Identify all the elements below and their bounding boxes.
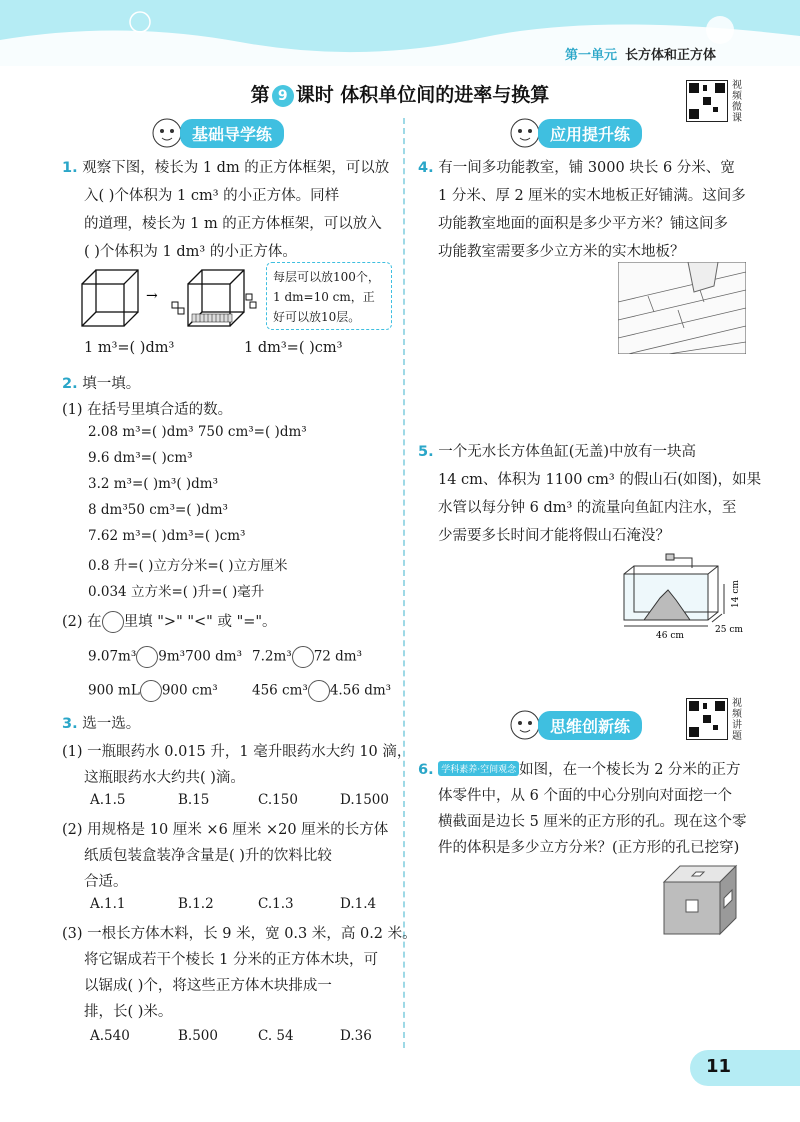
- q3-title: 选一选。: [82, 716, 141, 732]
- q3-p2-line: 合适。: [84, 874, 128, 890]
- compare-row: [88, 680, 218, 702]
- q3-p3-line: 将它锯成若干个棱长 1 分米的正方体木块，可: [84, 952, 378, 968]
- q1-line: [62, 156, 389, 177]
- mascot-icon: [508, 708, 542, 742]
- compare-right: 72 dm³: [313, 648, 363, 665]
- q3-option[interactable]: D.36: [340, 1028, 372, 1044]
- q3-p2-line: (2) 用规格是 10 厘米 ×6 厘米 ×20 厘米的长方体: [62, 822, 389, 838]
- q3-title-line: [62, 712, 140, 733]
- dim-height: 14 cm: [731, 580, 741, 608]
- compare-left: 9.07m³: [88, 648, 137, 665]
- q2-row: 3.2 m³=( )m³( )dm³: [88, 476, 219, 492]
- compare-circle: [102, 611, 124, 633]
- page-number: 11: [706, 1056, 732, 1077]
- qr-caption: 视频讲题: [732, 698, 742, 742]
- compare-row: [252, 680, 391, 702]
- hint-note: 每层可以放100个，1 dm=10 cm，正好可以放10层。: [266, 262, 392, 330]
- q3-option[interactable]: B.15: [178, 792, 210, 808]
- q3-option[interactable]: B.1.2: [178, 896, 214, 912]
- q3-option[interactable]: D.1.4: [340, 896, 377, 912]
- section-think-header: [508, 708, 642, 742]
- q1-number: 1.: [62, 160, 78, 176]
- q6-text: 如图，在一个棱长为 2 分米的正方: [519, 762, 741, 778]
- q1-conversion-1: 1 m³=( )dm³: [84, 340, 175, 356]
- q3-p3-line: 以锯成( )个，将这些正方体木块排成一: [84, 978, 332, 994]
- lesson-number-badge: 9: [272, 85, 294, 107]
- q3-option[interactable]: A.540: [90, 1028, 130, 1044]
- column-divider: [403, 118, 405, 1048]
- q2-part2: [62, 610, 277, 633]
- mascot-icon: [150, 116, 184, 150]
- hollow-cube-figure: [660, 862, 740, 938]
- q4-number: 4.: [418, 160, 434, 176]
- unit-name: 长方体和正方体: [624, 48, 716, 63]
- q5-text: 一个无水长方体鱼缸(无盖)中放有一块高: [438, 444, 697, 460]
- title-prefix: 第: [250, 84, 270, 106]
- section-think-label: 思维创新练: [538, 711, 642, 740]
- fish-tank-figure: [620, 548, 750, 640]
- compare-left: 900 mL: [88, 682, 140, 699]
- compare-row: [88, 646, 242, 668]
- q3-option[interactable]: C. 54: [258, 1028, 294, 1044]
- compare-right: 4.56 dm³: [329, 682, 392, 699]
- q6-line: 件的体积是多少立方分米？(正方形的孔已挖穿): [438, 840, 740, 856]
- title-text: 课时 体积单位间的进率与换算: [295, 84, 550, 106]
- q3-option[interactable]: C.150: [258, 792, 298, 808]
- q5-line: 14 cm、体积为 1100 cm³ 的假山石(如图)，如果: [438, 472, 762, 488]
- q2-row: 0.034 立方米=( )升=( )毫升: [88, 584, 265, 600]
- svg-text:→: →: [146, 288, 158, 304]
- unit-label: [565, 44, 716, 63]
- qr-caption: 视频微课: [732, 80, 742, 124]
- q3-p1-line: (1) 一瓶眼药水 0.015 升，1 毫升眼药水大约 10 滴，: [62, 744, 412, 760]
- section-basic-label: 基础导学练: [180, 119, 284, 148]
- q3-p1-line: 这瓶眼药水大约共( )滴。: [84, 770, 245, 786]
- q2-part2-a: (2) 在: [62, 614, 102, 630]
- q5-line: 水管以每分钟 6 dm³ 的流量向鱼缸内注水，至: [438, 500, 737, 516]
- compare-row: [252, 646, 362, 668]
- q2-row: 7.62 m³=( )dm³=( )cm³: [88, 528, 246, 544]
- q1-line: ( )个体积为 1 dm³ 的小正方体。: [84, 244, 297, 260]
- compare-right: 9m³700 dm³: [158, 648, 242, 665]
- q1-conversion-2: 1 dm³=( )cm³: [244, 340, 343, 356]
- q4-line: 功能教室地面的面积是多少平方米？铺这间多: [438, 216, 728, 232]
- qr-code-icon[interactable]: [686, 80, 728, 122]
- q2-row: 0.8 升=( )立方分米=( )立方厘米: [88, 558, 288, 574]
- q2-row: 9.6 dm³=( )cm³: [88, 450, 193, 466]
- q6-line: 体零件中，从 6 个面的中心分别向对面挖一个: [438, 788, 732, 804]
- compare-circle[interactable]: [292, 646, 314, 668]
- section-apply-label: 应用提升练: [538, 119, 642, 148]
- section-basic-header: [150, 116, 284, 150]
- q1-text: 观察下图，棱长为 1 dm 的正方体框架，可以放: [82, 160, 390, 176]
- q2-number: 2.: [62, 376, 78, 392]
- mascot-icon: [508, 116, 542, 150]
- q3-p3-line: 排，长( )米。: [84, 1004, 173, 1020]
- q2-row: 8 dm³50 cm³=( )dm³: [88, 502, 228, 518]
- q3-option[interactable]: D.1500: [340, 792, 389, 808]
- qr-code-icon[interactable]: [686, 698, 728, 740]
- q5-line: [418, 440, 696, 461]
- q4-text: 有一间多功能教室，铺 3000 块长 6 分米、宽: [438, 160, 735, 176]
- q3-number: 3.: [62, 716, 78, 732]
- q2-title: 填一填。: [82, 376, 141, 392]
- q6-number: 6.: [418, 762, 434, 778]
- compare-left: 7.2m³: [252, 648, 292, 665]
- compare-circle[interactable]: [136, 646, 158, 668]
- lesson-title: [0, 80, 800, 107]
- q2-part1: (1) 在括号里填合适的数。: [62, 402, 233, 418]
- q4-line: 1 分米、厚 2 厘米的实木地板正好铺满。这间多: [438, 188, 746, 204]
- q1-line: 入( )个体积为 1 cm³ 的小正方体。同样: [84, 188, 340, 204]
- q2-part2-b: 里填 ">" "<" 或 "="。: [123, 614, 277, 630]
- compare-right: 900 cm³: [161, 682, 218, 699]
- compare-circle[interactable]: [308, 680, 330, 702]
- wood-floor-illustration: [618, 262, 746, 354]
- dim-length: 46 cm: [656, 631, 684, 640]
- section-apply-header: [508, 116, 642, 150]
- cube-figure: [80, 266, 270, 336]
- q5-line: 少需要多长时间才能将假山石淹没？: [438, 528, 670, 544]
- q3-option[interactable]: B.500: [178, 1028, 218, 1044]
- q2-title-line: [62, 372, 140, 393]
- compare-circle[interactable]: [140, 680, 162, 702]
- q3-p2-line: 纸质包装盒装净含量是( )升的饮料比较: [84, 848, 332, 864]
- q1-line: 的道理，棱长为 1 m 的正方体框架，可以放入: [84, 216, 382, 232]
- dim-width: 25 cm: [715, 625, 743, 635]
- q4-line: 功能教室需要多少立方米的实木地板？: [438, 244, 685, 260]
- q5-number: 5.: [418, 444, 434, 460]
- q3-option[interactable]: A.1.5: [90, 792, 126, 808]
- q2-row: 2.08 m³=( )dm³ 750 cm³=( )dm³: [88, 424, 307, 440]
- compare-left: 456 cm³: [252, 682, 308, 699]
- q4-line: [418, 156, 735, 177]
- q3-option[interactable]: C.1.3: [258, 896, 294, 912]
- unit-number: 第一单元: [564, 48, 617, 63]
- literacy-tag: 学科素养·空间观念: [438, 761, 519, 776]
- q6-line: [418, 758, 741, 779]
- q3-option[interactable]: A.1.1: [90, 896, 126, 912]
- q3-p3-line: (3) 一根长方体木料，长 9 米，宽 0.3 米，高 0.2 米。: [62, 926, 417, 942]
- q6-line: 横截面是边长 5 厘米的正方形的孔。现在这个零: [438, 814, 747, 830]
